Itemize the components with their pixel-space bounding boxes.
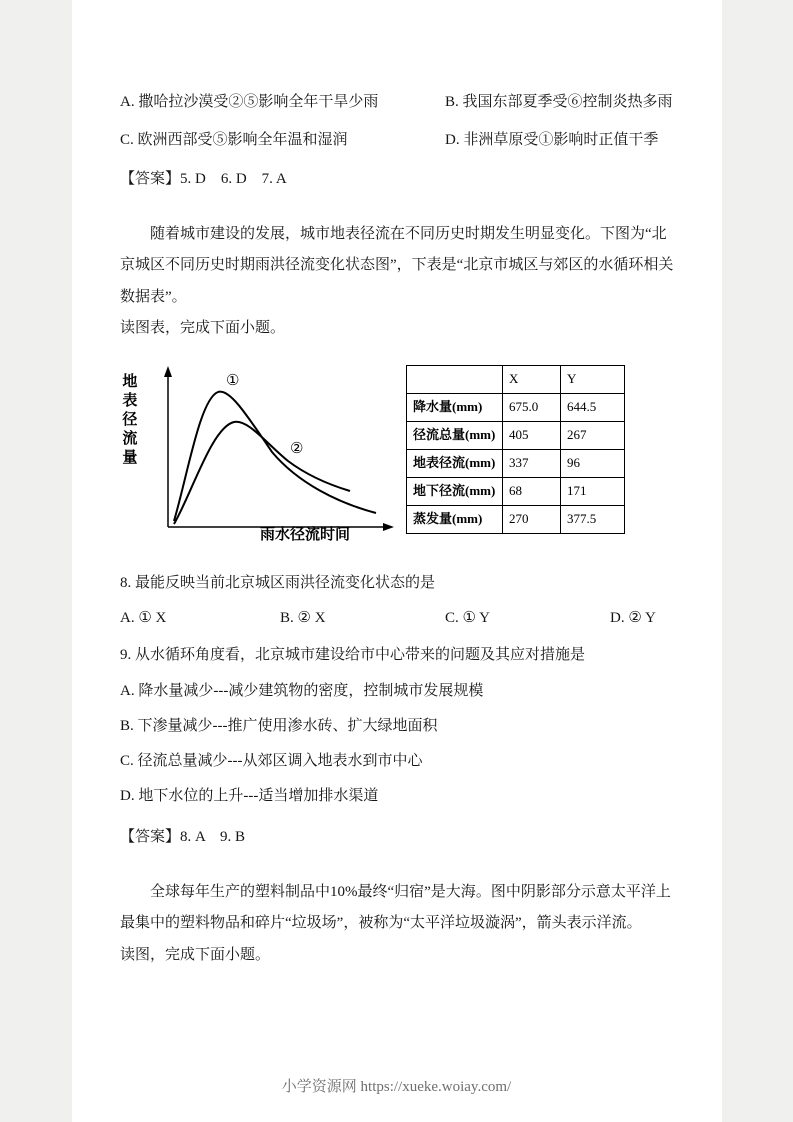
header-blank [407,365,503,393]
q8-option-b: B. ② X [280,610,326,626]
row-label: 降水量(mm) [407,393,503,421]
question-9-options [120,681,677,807]
row-label: 蒸发量(mm) [407,505,503,533]
intro-paragraph-pacific [120,877,677,972]
row-label: 地表径流(mm) [407,449,503,477]
cell-y: 644.5 [561,393,625,421]
header-y: Y [561,365,625,393]
curve-1-label: ① [226,372,240,389]
cell-x: 68 [503,477,561,505]
document-sheet [72,0,722,1122]
figure-runoff [120,361,677,549]
option-a: A. 撒哈拉沙漠受②⑤影响全年干旱少雨 [120,94,379,110]
cell-x: 405 [503,421,561,449]
answer-line-567: 【答案】5. D 6. D 7. A [120,170,287,187]
q9-option-c: C. 径流总量减少---从郊区调入地表水到市中心 [120,753,423,769]
table-row [407,505,625,533]
paragraph-body: 全球每年生产的塑料制品中10%最终“归宿”是大海。图中阴影部分示意太平洋上最集中的塑料物品和碎片“垃圾场”，被称为“太平洋垃圾漩涡”，箭头表示洋流。 [120,883,671,932]
water-cycle-table [406,365,625,534]
x-axis-label: 雨水径流时间 [260,526,351,543]
document-content [72,0,722,971]
intro-paragraph-beijing [120,219,677,345]
runoff-chart-svg [138,361,403,546]
table-row [407,477,625,505]
cell-y: 267 [561,421,625,449]
cell-y: 171 [561,477,625,505]
q9-option-a: A. 降水量减少---减少建筑物的密度，控制城市发展规模 [120,682,484,699]
footer-site-link[interactable]: 小学资源网 https://xueke.woiay.com/ [281,1079,512,1095]
cell-y: 96 [561,449,625,477]
cell-x: 675.0 [503,393,561,421]
x-axis-arrow-icon [383,523,394,531]
q9-option-b: B. 下渗量减少---推广使用渗水砖、扩大绿地面积 [120,717,438,734]
y-axis-arrow-icon [164,366,172,377]
question-9-stem: 9. 从水循环角度看，北京城市建设给市中心带来的问题及其应对措施是 [120,647,586,664]
q567-options-row1 [120,92,677,112]
table-row [407,449,625,477]
curve-2-label: ② [290,440,304,457]
q8-option-c: C. ① Y [445,610,490,626]
option-b: B. 我国东部夏季受⑥控制炎热多雨 [445,94,673,110]
cell-x: 337 [503,449,561,477]
curve-2 [174,421,350,523]
row-label: 径流总量(mm) [407,421,503,449]
paragraph-body: 随着城市建设的发展，城市地表径流在不同历史时期发生明显变化。下图为“北京城区不同历史时期雨洪径流变化状态图”，下表是“北京市城区与郊区的水循环相关数据表”。 [120,225,674,305]
option-d: D. 非洲草原受①影响时正值干季 [445,132,659,149]
paragraph-tail: 读图，完成下面小题。 [120,946,271,963]
q8-option-d: D. ② Y [610,610,656,626]
q8-option-a: A. ① X [120,610,167,626]
option-c: C. 欧洲西部受⑤影响全年温和湿润 [120,132,348,149]
question-8-options [120,608,677,628]
header-x: X [503,365,561,393]
q567-options-row2 [120,130,677,150]
question-8-stem: 8. 最能反映当前北京城区雨洪径流变化状态的是 [120,574,436,591]
curve-1 [174,391,376,520]
cell-x: 270 [503,505,561,533]
answer-line-89: 【答案】8. A 9. B [120,828,246,845]
paragraph-tail: 读图表，完成下面小题。 [120,320,286,337]
row-label: 地下径流(mm) [407,477,503,505]
q9-option-d: D. 地下水位的上升---适当增加排水渠道 [120,788,379,805]
y-axis-label: 地表径流量 [122,373,138,466]
runoff-chart [120,361,410,549]
table-header-row [407,365,625,393]
table-row [407,421,625,449]
table-row [407,393,625,421]
cell-y: 377.5 [561,505,625,533]
